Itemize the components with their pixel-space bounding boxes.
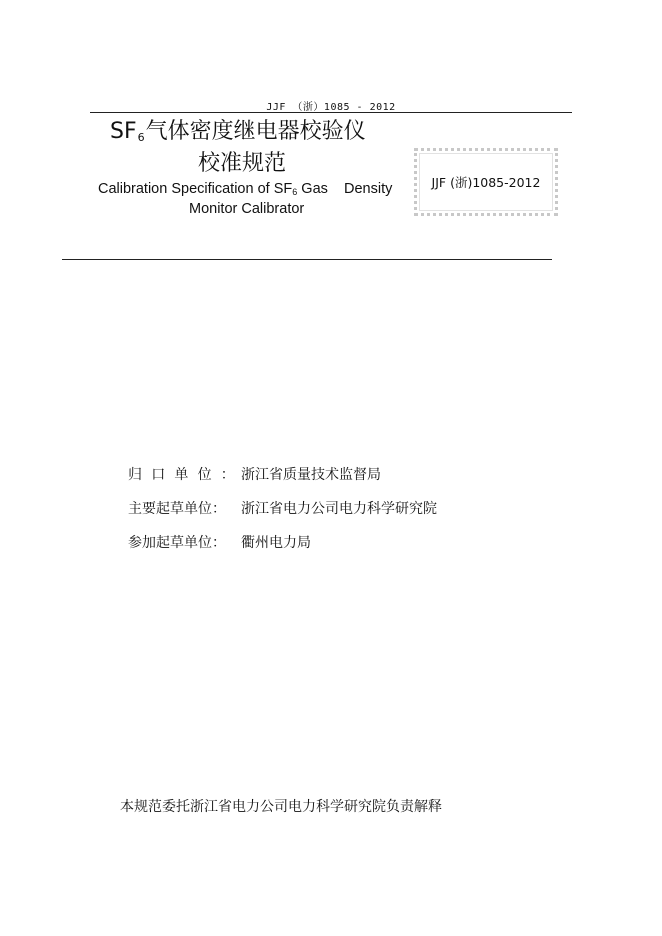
title-cn-line-2: 校准规范 bbox=[198, 151, 287, 176]
info-value: 浙江省质量技术监督局 bbox=[241, 467, 381, 483]
specification-code-box bbox=[414, 148, 558, 216]
info-row-responsible-unit bbox=[128, 465, 381, 485]
title-en-line-2: Monitor Calibrator bbox=[189, 201, 305, 217]
info-label: 主要起草单位： bbox=[128, 501, 226, 517]
specification-code: JJF (浙)1085-2012 bbox=[431, 175, 541, 190]
title-sf: SF bbox=[110, 119, 137, 144]
info-row-main-drafter bbox=[128, 499, 437, 519]
title-en-subscript: 6 bbox=[292, 187, 298, 197]
middle-rule bbox=[62, 259, 552, 260]
title-cn-line-1 bbox=[110, 118, 366, 152]
info-label: 参加起草单位： bbox=[128, 535, 226, 551]
interpretation-note: 本规范委托浙江省电力公司电力科学研究院负责解释 bbox=[120, 799, 442, 815]
info-value: 浙江省电力公司电力科学研究院 bbox=[241, 501, 437, 517]
title-cn-main: 气体密度继电器校验仪 bbox=[145, 119, 366, 144]
info-label: 归口单位： bbox=[128, 467, 244, 483]
info-value: 衢州电力局 bbox=[241, 535, 311, 551]
header-code: JJF （浙）1085 - 2012 bbox=[266, 102, 396, 113]
top-rule bbox=[90, 112, 572, 113]
info-row-participating-drafter bbox=[128, 533, 311, 553]
title-en-suffix: Gas Density bbox=[297, 181, 393, 197]
title-sf-subscript: 6 bbox=[137, 131, 145, 144]
title-en-prefix: Calibration Specification of SF bbox=[98, 181, 293, 197]
